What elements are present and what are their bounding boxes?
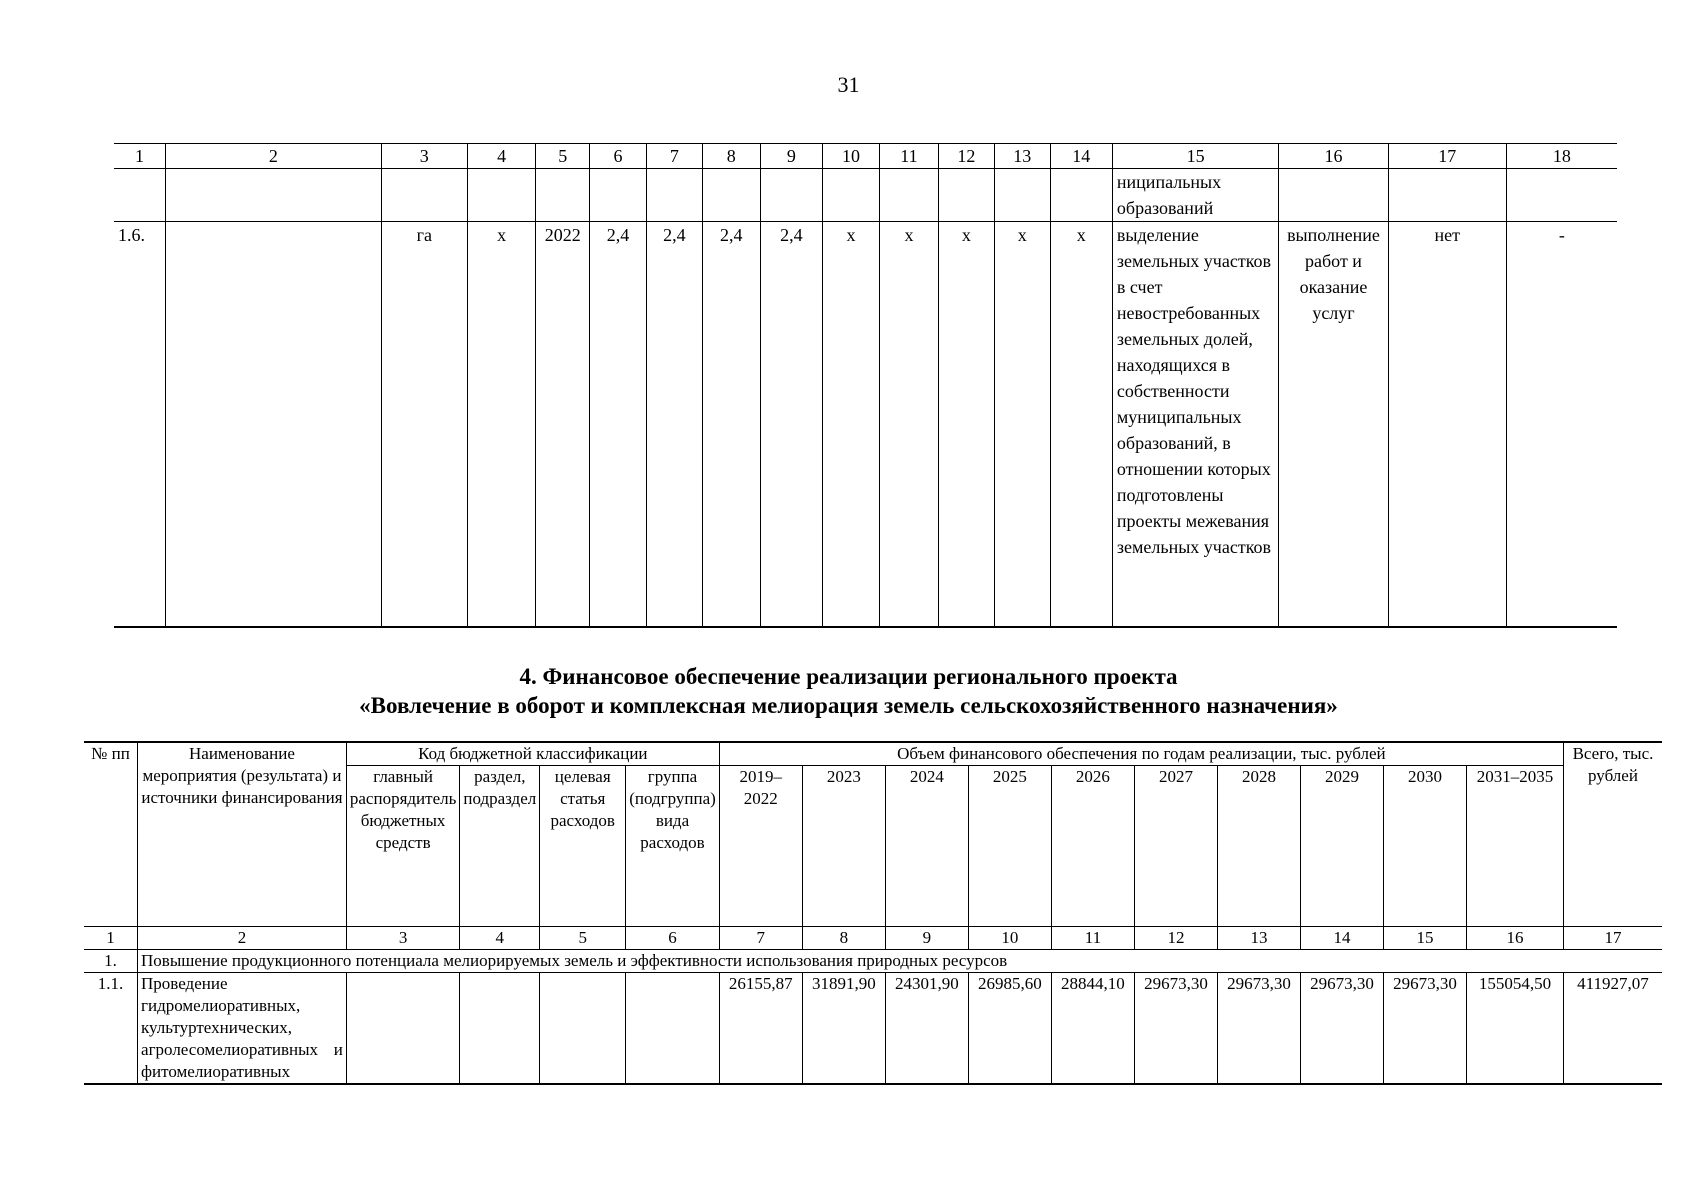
cell: х: [938, 222, 994, 628]
value-cell: 29673,30: [1134, 973, 1217, 1085]
value-cell: 29673,30: [1300, 973, 1383, 1085]
col-number: 11: [879, 144, 938, 169]
cell: х: [1050, 222, 1112, 628]
volume-header: Объем финансового обеспечения по годам реализации, тыс. рублей: [719, 742, 1563, 766]
year-header: 2028: [1217, 766, 1300, 927]
col-number: 14: [1050, 144, 1112, 169]
col-number: 15: [1384, 927, 1467, 950]
col-number: 6: [626, 927, 720, 950]
value-cell: 155054,50: [1467, 973, 1564, 1085]
value-cell: 29673,30: [1384, 973, 1467, 1085]
col-number: 8: [702, 144, 760, 169]
cell: нет: [1388, 222, 1506, 628]
section-number: 1.: [84, 950, 138, 973]
value-cell: 2,4: [646, 222, 702, 628]
row-number: 1.6.: [114, 222, 166, 628]
page-number: 31: [837, 72, 860, 97]
description-cell: выделение земельных участков в счет невостребованных земельных долей, находящихся в собственности муниципальных образований, в отношении которых подготовлены проекты межевания земельных участков: [1112, 222, 1278, 628]
financing-table: [84, 741, 1662, 1085]
value-cell: 24301,90: [885, 973, 968, 1085]
col-number: 7: [719, 927, 802, 950]
col-number: 14: [1300, 927, 1383, 950]
year-header: 2025: [968, 766, 1051, 927]
col-number: 6: [590, 144, 647, 169]
table-header-row: [114, 144, 1617, 169]
year-header: 2023: [802, 766, 885, 927]
col-number: 13: [994, 144, 1050, 169]
value-cell: 2,4: [760, 222, 822, 628]
section-row: [84, 950, 1662, 973]
col-number: 10: [823, 144, 880, 169]
value-cell: 28844,10: [1051, 973, 1134, 1085]
col-number: 2: [138, 927, 347, 950]
col-number: 16: [1467, 927, 1564, 950]
kbk-col-header: целевая статья расходов: [540, 766, 626, 927]
year-cell: 2022: [536, 222, 590, 628]
col-number: 5: [536, 144, 590, 169]
row-name: Проведение гидромелиоративных, культуртехнических, агролесомелиоративных и фитомелиоративных: [138, 973, 347, 1085]
col-number: 5: [540, 927, 626, 950]
section-title-line-2: «Вовлечение в оборот и комплексная мелиорация земель сельскохозяйственного назначения»: [359, 693, 1338, 718]
table-row: [114, 222, 1617, 628]
header-row-1: [84, 742, 1662, 766]
col-number: 4: [467, 144, 536, 169]
col-number: 12: [1134, 927, 1217, 950]
year-header: 2029: [1300, 766, 1383, 927]
col-num-header: № пп: [84, 742, 138, 927]
year-header: 2024: [885, 766, 968, 927]
row-number: 1.1.: [84, 973, 138, 1085]
col-number: 12: [938, 144, 994, 169]
col-number: 11: [1051, 927, 1134, 950]
value-cell: 26985,60: [968, 973, 1051, 1085]
value-cell: 31891,90: [802, 973, 885, 1085]
col-number: 2: [166, 144, 382, 169]
col-number: 13: [1217, 927, 1300, 950]
value-cell: 26155,87: [719, 973, 802, 1085]
value-cell: 2,4: [590, 222, 647, 628]
col-name-header: Наименование мероприятия (результата) и источники финансирования: [138, 742, 347, 927]
year-header: 2031–2035: [1467, 766, 1564, 927]
cell: х: [994, 222, 1050, 628]
indicators-table: [114, 143, 1617, 628]
unit-cell: га: [381, 222, 467, 628]
cell: х: [879, 222, 938, 628]
year-header: 2026: [1051, 766, 1134, 927]
col-number: 17: [1388, 144, 1506, 169]
cell: х: [823, 222, 880, 628]
col-number: 4: [460, 927, 540, 950]
col-number: 8: [802, 927, 885, 950]
type-cell: выполнение работ и оказание услуг: [1279, 222, 1388, 628]
col-number: 18: [1506, 144, 1617, 169]
col-number: 10: [968, 927, 1051, 950]
kbk-header: Код бюджетной классификации: [346, 742, 719, 766]
col-number: 3: [346, 927, 459, 950]
continuation-text: ниципальных образований: [1112, 169, 1278, 222]
col-number: 1: [84, 927, 138, 950]
col-number: 17: [1563, 927, 1662, 950]
col-number: 3: [381, 144, 467, 169]
cell: -: [1506, 222, 1617, 628]
kbk-col-header: раздел, подраздел: [460, 766, 540, 927]
table-row: [84, 973, 1662, 1085]
col-number: 1: [114, 144, 166, 169]
total-header: Всего, тыс. рублей: [1563, 742, 1662, 927]
col-number: 9: [885, 927, 968, 950]
year-header: 2027: [1134, 766, 1217, 927]
col-number: 9: [760, 144, 822, 169]
kbk-col-header: главный распорядитель бюджетных средств: [346, 766, 459, 927]
section-text: Повышение продукционного потенциала мелиорируемых земель и эффективности использования природных ресурсов: [138, 950, 1662, 973]
cell: х: [467, 222, 536, 628]
continuation-row: [114, 169, 1617, 222]
value-cell: 2,4: [702, 222, 760, 628]
col-number: 16: [1279, 144, 1388, 169]
col-number: 15: [1112, 144, 1278, 169]
section-title-line-1: 4. Финансовое обеспечение реализации регионального проекта: [519, 664, 1178, 689]
kbk-col-header: группа (подгруппа) вида расходов: [626, 766, 720, 927]
col-number: 7: [646, 144, 702, 169]
total-cell: 411927,07: [1563, 973, 1662, 1085]
column-numbers-row: [84, 927, 1662, 950]
year-header: 2019–2022: [719, 766, 802, 927]
year-header: 2030: [1384, 766, 1467, 927]
value-cell: 29673,30: [1217, 973, 1300, 1085]
